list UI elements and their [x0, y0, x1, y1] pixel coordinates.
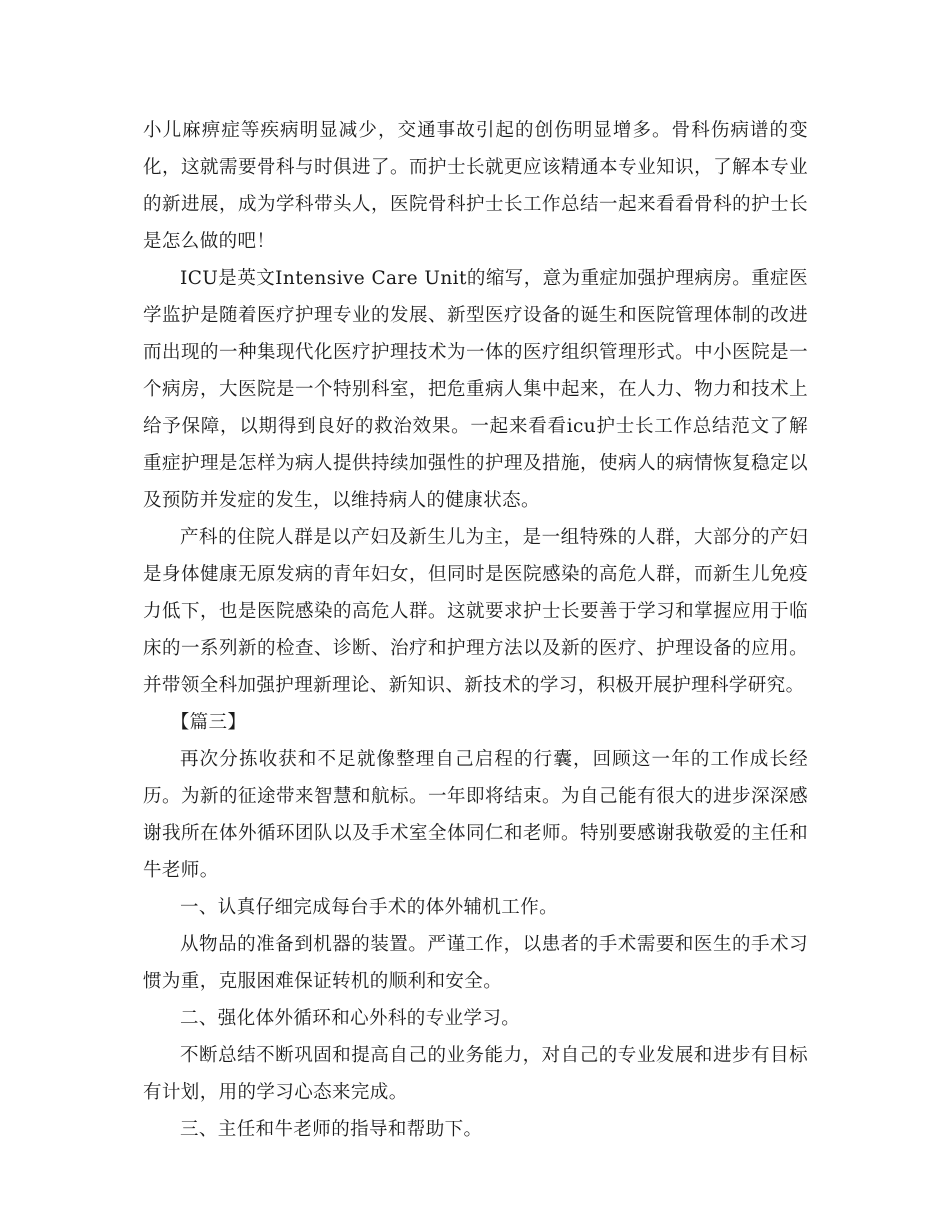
item-heading-3: 三、主任和牛老师的指导和帮助下。	[180, 1119, 483, 1140]
paragraph-icu: ICU是英文Intensive Care Unit的缩写，意为重症加强护理病房。重症医学监护是随着医疗护理专业的发展、新型医疗设备的诞生和医院管理体制的改进而出现的一种集现代化医疗护理技术为一体的医疗组织管理形式。中小医院是一个病房，大医院是一个特别科室，把危重病人集中起来，在人力、物力和技术上给予保障，以期得到良好的救治效果。一起来看看icu护士长工作总结范文了解重症护理是怎样为病人提供持续加强性的护理及措施，使病人的病情恢复稳定以及预防并发症的发生，以维持病人的健康状态。	[143, 268, 808, 511]
paragraph-item-1: 从物品的准备到机器的装置。严谨工作，以患者的手术需要和医生的手术习惯为重，克服困难保证转机的顺利和安全。	[143, 934, 808, 992]
paragraph-obstetrics: 产科的住院人群是以产妇及新生儿为主，是一组特殊的人群，大部分的产妇是身体健康无原发病的青年妇女，但同时是医院感染的高危人群，而新生儿免疫力低下，也是医院感染的高危人群。这就要求护士长要善于学习和掌握应用于临床的一系列新的检查、诊断、治疗和护理方法以及新的医疗、护理设备的应用。并带领全科加强护理新理论、新知识、新技术的学习，积极开展护理科学研究。	[143, 527, 808, 696]
document-body	[143, 112, 808, 1148]
paragraph-item-2: 不断总结不断巩固和提高自己的业务能力，对自己的专业发展和进步有目标有计划，用的学习心态来完成。	[143, 1045, 808, 1103]
item-heading-1: 一、认真仔细完成每台手术的体外辅机工作。	[180, 897, 559, 918]
section-heading: 【篇三】	[170, 712, 247, 733]
paragraph-orthopedic-intro: 小儿麻痹症等疾病明显减少，交通事故引起的创伤明显增多。骨科伤病谱的变化，这就需要骨科与时俱进了。而护士长就更应该精通本专业知识，了解本专业的新进展，成为学科带头人，医院骨科护士长工作总结一起来看看骨科的护士长是怎么做的吧！	[143, 120, 808, 252]
item-heading-2: 二、强化体外循环和心外科的专业学习。	[180, 1008, 521, 1029]
paragraph-year-review: 再次分拣收获和不足就像整理自己启程的行囊，回顾这一年的工作成长经历。为新的征途带来智慧和航标。一年即将结束。为自己能有很大的进步深深感谢我所在体外循环团队以及手术室全体同仁和老师。特别要感谢我敬爱的主任和牛老师。	[143, 749, 808, 881]
